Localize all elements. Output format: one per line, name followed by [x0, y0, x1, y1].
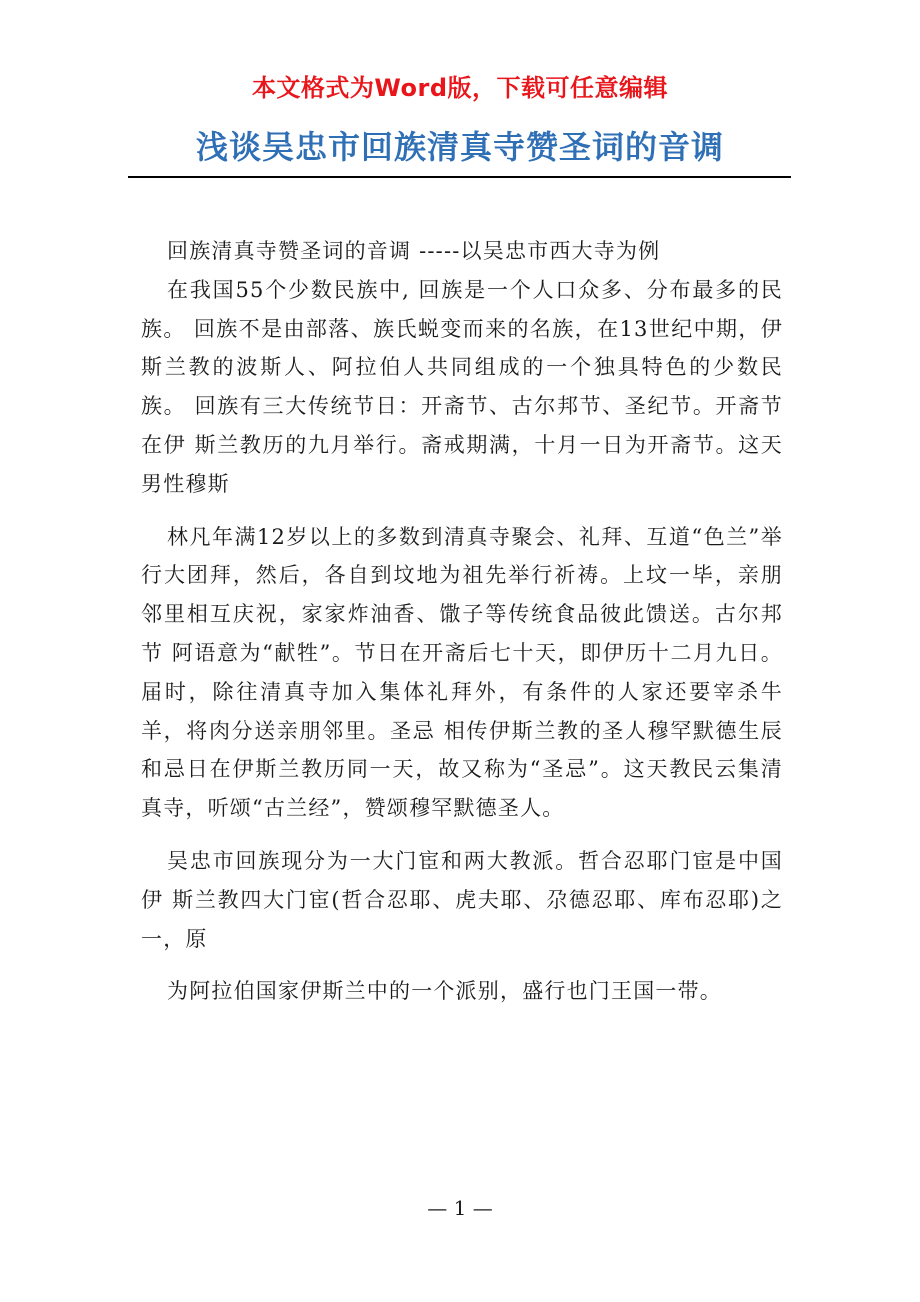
- title-divider: [128, 176, 791, 178]
- format-notice: 本文格式为Word版，下载可任意编辑: [251, 74, 669, 102]
- paragraph-3: 吴忠市回族现分为一大门宦和两大教派。哲合忍耶门宦是中国伊 斯兰教四大门宦(哲合忍耶、虎夫耶、尕德忍耶、库布忍耶)之一，原: [141, 848, 783, 951]
- paragraph-subtitle: 回族清真寺赞圣词的音调 -----以吴忠市西大寺为例: [167, 239, 661, 263]
- paragraph-4: 为阿拉伯国家伊斯兰中的一个派别，盛行也门王国一带。: [167, 979, 722, 1004]
- document-body: [141, 232, 783, 1011]
- page-number: — 1 —: [427, 1196, 493, 1220]
- paragraph-2: 林凡年满12岁以上的多数到清真寺聚会、礼拜、互道“色兰”举行大团拜，然后，各自到坟地为祖先举行祈祷。上坟一毕，亲朋邻里相互庆祝，家家炸油香、馓子等传统食品彼此馈送。古尔邦节 阿语意为“献牲”。节日在开斋后七十天，即伊历十二月九日。届时，除往清真寺加入集体礼拜外，有条件的人家还要宰杀牛羊，将肉分送亲朋邻里。圣忌 相传伊斯兰教的圣人穆罕默德生辰和忌日在伊斯兰教历同一天，故又称为“圣忌”。这天教民云集清真寺，听颂“古兰经”，赞颂穆罕默德圣人。: [141, 524, 783, 821]
- document-title: 浅谈吴忠市回族清真寺赞圣词的音调: [195, 128, 724, 166]
- paragraph-1: 在我国55个少数民族中, 回族是一个人口众多、分布最多的民族。 回族不是由部落、族氏蜕变而来的名族，在13世纪中期，伊斯兰教的波斯人、阿拉伯人共同组成的一个独具特色的少数民族。 回族有三大传统节日：开斋节、古尔邦节、圣纪节。开斋节在伊 斯兰教历的九月举行。斋戒期满，十月一日为开斋节。这天男性穆斯: [141, 277, 783, 496]
